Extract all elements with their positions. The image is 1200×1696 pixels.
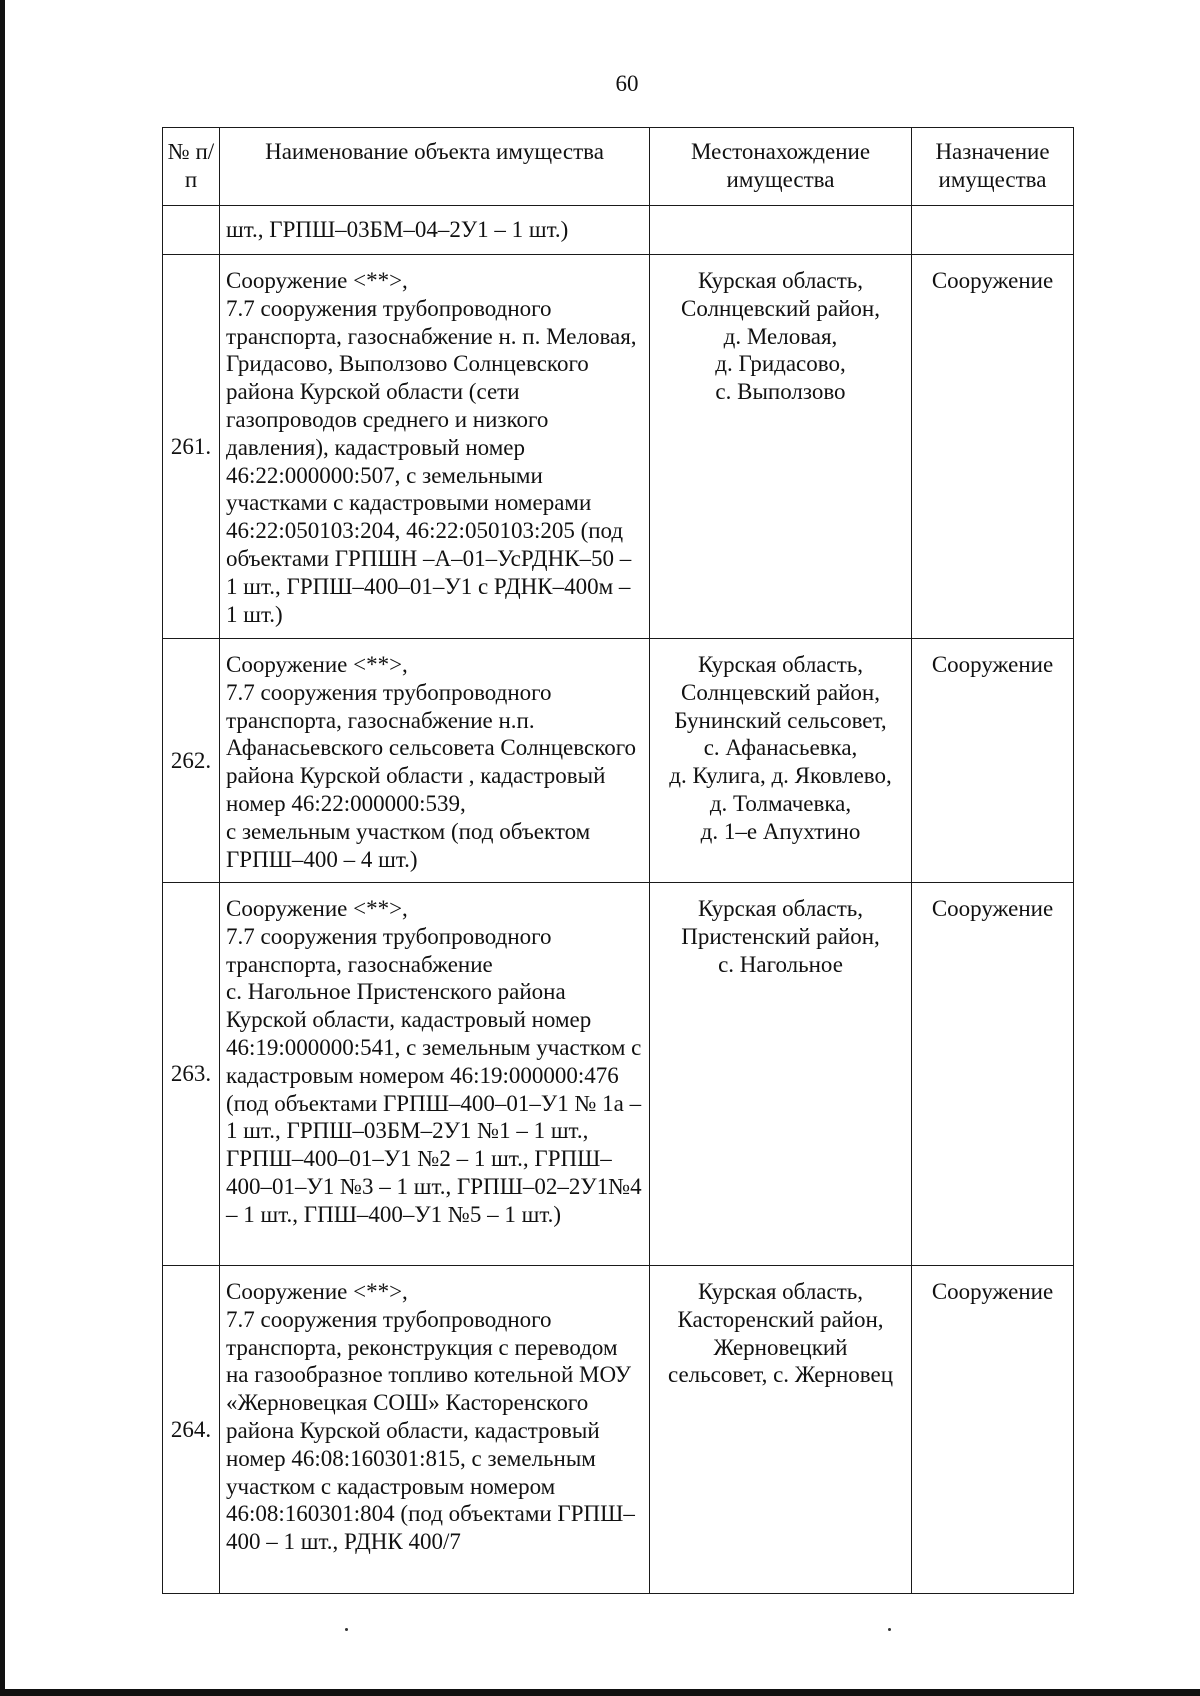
header-purpose: Назначение имущества [912, 128, 1074, 206]
row-purpose: Сооружение [912, 1266, 1074, 1594]
row-number: 262. [163, 639, 220, 883]
page-number: 60 [615, 71, 639, 96]
row-purpose: Сооружение [912, 883, 1074, 1266]
row-purpose: Сооружение [912, 639, 1074, 883]
row-name: Сооружение <**>, 7.7 сооружения трубопроводного транспорта, газоснабжение с. Нагольное Пристенского района Курской области, кадастровый номер 46:19:000000:541, с земельным участком с кадастровым номером 46:19:000000:476 (под объектами ГРПШ–400–01–У1 № 1а – 1 шт., ГРПШ–03БМ–2У1 №1 – 1 шт., ГРПШ–400–01–У1 №2 – 1 шт., ГРПШ–400–01–У1 №3 – 1 шт., ГРПШ–02–2У1№4 – 1 шт., ГПШ–400–У1 №5 – 1 шт.) [220, 883, 650, 1266]
row-purpose: Сооружение [912, 255, 1074, 639]
table-row [163, 1266, 1074, 1594]
table-row [163, 639, 1074, 883]
row-location: Курская область, Пристенский район, с. Нагольное [650, 883, 912, 1266]
header-location: Местонахождение имущества [650, 128, 912, 206]
row-number: 261. [163, 255, 220, 639]
scan-speck [888, 1628, 891, 1631]
scan-bottom-edge [0, 1689, 1200, 1696]
continuation-name: шт., ГРПШ–03БМ–04–2У1 – 1 шт.) [220, 206, 650, 255]
row-number: 264. [163, 1266, 220, 1594]
header-number: № п/п [163, 128, 220, 206]
scan-speck [345, 1628, 348, 1631]
header-name: Наименование объекта имущества [220, 128, 650, 206]
table-row [163, 883, 1074, 1266]
continuation-purpose [912, 206, 1074, 255]
continuation-location [650, 206, 912, 255]
property-table [162, 127, 1074, 1594]
row-number: 263. [163, 883, 220, 1266]
continuation-number [163, 206, 220, 255]
row-name: Сооружение <**>, 7.7 сооружения трубопроводного транспорта, газоснабжение н. п. Меловая, Гридасово, Выползово Солнцевского района Курской области (сети газопроводов среднего и низкого давления), кадастровый номер 46:22:000000:507, с земельными участками с кадастровыми номерами 46:22:050103:204, 46:22:050103:205 (под объектами ГРПШН –А–01–УсРДНК–50 – 1 шт., ГРПШ–400–01–У1 с РДНК–400м – 1 шт.) [220, 255, 650, 639]
scan-left-edge [0, 0, 5, 1696]
row-location: Курская область, Касторенский район, Жерновецкий сельсовет, с. Жерновец [650, 1266, 912, 1594]
table-header-row [163, 128, 1074, 206]
row-location: Курская область, Солнцевский район, д. Меловая, д. Гридасово, с. Выползово [650, 255, 912, 639]
row-name: Сооружение <**>, 7.7 сооружения трубопроводного транспорта, газоснабжение н.п. Афанасьевского сельсовета Солнцевского района Курской области , кадастровый номер 46:22:000000:539, с земельным участком (под объектом ГРПШ–400 – 4 шт.) [220, 639, 650, 883]
continuation-row [163, 206, 1074, 255]
row-name: Сооружение <**>, 7.7 сооружения трубопроводного транспорта, реконструкция с переводом на газообразное топливо котельной МОУ «Жерновецкая СОШ» Касторенского района Курской области, кадастровый номер 46:08:160301:815, с земельным участком с кадастровым номером 46:08:160301:804 (под объектами ГРПШ–400 – 1 шт., РДНК 400/7 [220, 1266, 650, 1594]
row-location: Курская область, Солнцевский район, Бунинский сельсовет, с. Афанасьевка, д. Кулига, д. Яковлево, д. Толмачевка, д. 1–е Апухтино [650, 639, 912, 883]
table-row [163, 255, 1074, 639]
